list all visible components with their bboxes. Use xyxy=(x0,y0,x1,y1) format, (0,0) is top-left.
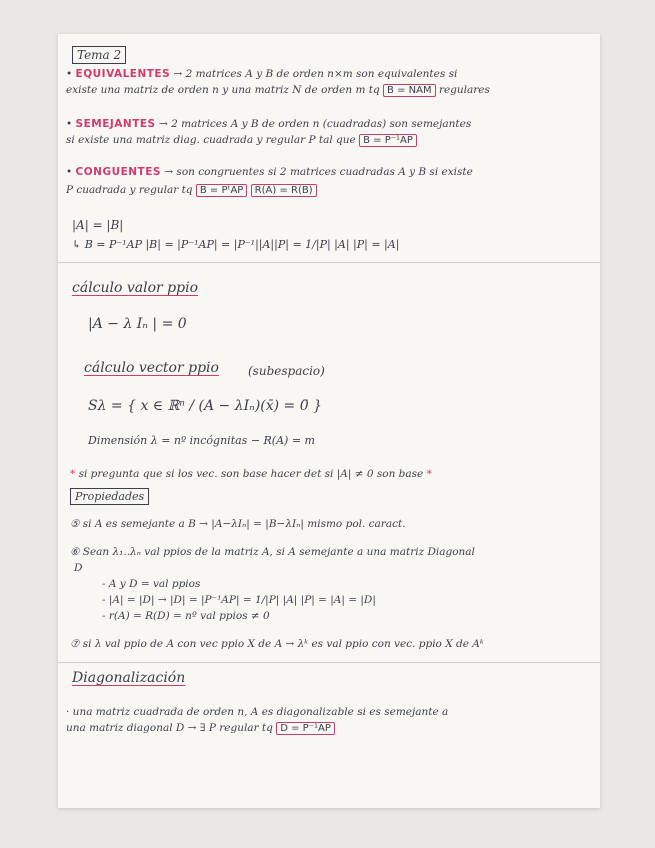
equivalentes-text-1: → 2 matrices A y B de orden n×m son equivalentes si xyxy=(173,68,458,80)
semejantes-line-2 xyxy=(66,134,592,147)
det-line-1: |A| = |B| xyxy=(72,218,124,232)
base-note: * si pregunta que si los vec. son base hacer det si |A| ≠ 0 son base * xyxy=(70,468,432,480)
congruentes-line-2 xyxy=(66,184,592,197)
diagonalizacion-line-2 xyxy=(66,722,592,735)
semejantes-text-1: → 2 matrices A y B de orden n (cuadradas) son semejantes xyxy=(158,118,472,130)
dimension-line: Dimensión λ = nº incógnitas − R(A) = m xyxy=(88,434,315,447)
separator-2 xyxy=(58,662,600,663)
vector-ppio-subespacio: (subespacio) xyxy=(248,364,325,378)
diagonalizacion-text-2: una matriz diagonal D → ∃ P regular tq xyxy=(66,722,273,734)
propiedad-6-item-2: - |A| = |D| → |D| = |P⁻¹AP| = 1/|P| |A| |P| = |A| = |D| xyxy=(102,594,376,606)
semejantes-text-2: si existe una matriz diag. cuadrada y regular P tal que xyxy=(66,134,356,146)
congruentes-text-1: → son congruentes si 2 matrices cuadradas A y B si existe xyxy=(164,166,473,178)
equivalentes-box: B = NAM xyxy=(383,84,436,97)
semejantes-term: SEMEJANTES xyxy=(75,118,156,130)
base-note-text: si pregunta que si los vec. son base hacer det si |A| ≠ 0 son base xyxy=(78,468,424,480)
vector-ppio-heading: cálculo vector ppio xyxy=(84,360,219,376)
equivalentes-tail: regulares xyxy=(438,84,490,96)
diagonalizacion-heading: Diagonalización xyxy=(72,670,186,686)
valor-ppio-heading: cálculo valor ppio xyxy=(72,280,199,296)
vector-ppio-formula: Sλ = { x ∈ ℝⁿ / (A − λIₙ)(x̄) = 0̄ } xyxy=(88,398,322,414)
propiedad-6-d: D xyxy=(74,562,83,574)
equivalentes-line-2 xyxy=(66,84,592,97)
equivalentes-line-1: • EQUIVALENTES → 2 matrices A y B de orden n×m son equivalentes si xyxy=(66,68,458,80)
propiedad-6: ⑥ Sean λ₁..λₙ val ppios de la matriz A, si A semejante a una matriz Diagonal xyxy=(70,546,475,558)
separator-1 xyxy=(58,262,600,263)
propiedades-label: Propiedades xyxy=(70,488,149,505)
diagonalizacion-line-1: · una matriz cuadrada de orden n, A es diagonalizable si es semejante a xyxy=(66,706,449,718)
notebook-page xyxy=(58,34,600,808)
congruentes-term: CONGUENTES xyxy=(75,166,161,178)
equivalentes-text-2: existe una matriz de orden n y una matriz N de orden m tq xyxy=(66,84,380,96)
propiedad-6-item-1: - A y D = val ppios xyxy=(102,578,201,590)
congruentes-box-2: R(A) = R(B) xyxy=(251,184,317,197)
equivalentes-term: EQUIVALENTES xyxy=(75,68,171,80)
congruentes-text-2: P cuadrada y regular tq xyxy=(66,184,193,196)
det-line-2: ↳ B = P⁻¹AP |B| = |P⁻¹AP| = |P⁻¹||A||P| = 1/|P| |A| |P| = |A| xyxy=(72,238,400,251)
semejantes-line-1: • SEMEJANTES → 2 matrices A y B de orden n (cuadradas) son semejantes xyxy=(66,118,472,130)
semejantes-box: B = P⁻¹AP xyxy=(359,134,417,147)
tema-label: Tema 2 xyxy=(72,46,126,64)
propiedad-7: ⑦ si λ val ppio de A con vec ppio X de A → λᵏ es val ppio con vec. ppio X de Aᵏ xyxy=(70,638,484,650)
propiedad-6-item-3: - r(A) = R(D) = nº val ppios ≠ 0 xyxy=(102,610,270,622)
propiedad-5: ⑤ si A es semejante a B → |A−λIₙ| = |B−λIₙ| mismo pol. caract. xyxy=(70,518,406,530)
congruentes-box-1: B = PᵗAP xyxy=(196,184,247,197)
valor-ppio-formula: |A − λ Iₙ | = 0 xyxy=(88,316,187,332)
congruentes-line-1: • CONGUENTES → son congruentes si 2 matrices cuadradas A y B si existe xyxy=(66,166,473,178)
diagonalizacion-box: D = P⁻¹AP xyxy=(276,722,335,735)
